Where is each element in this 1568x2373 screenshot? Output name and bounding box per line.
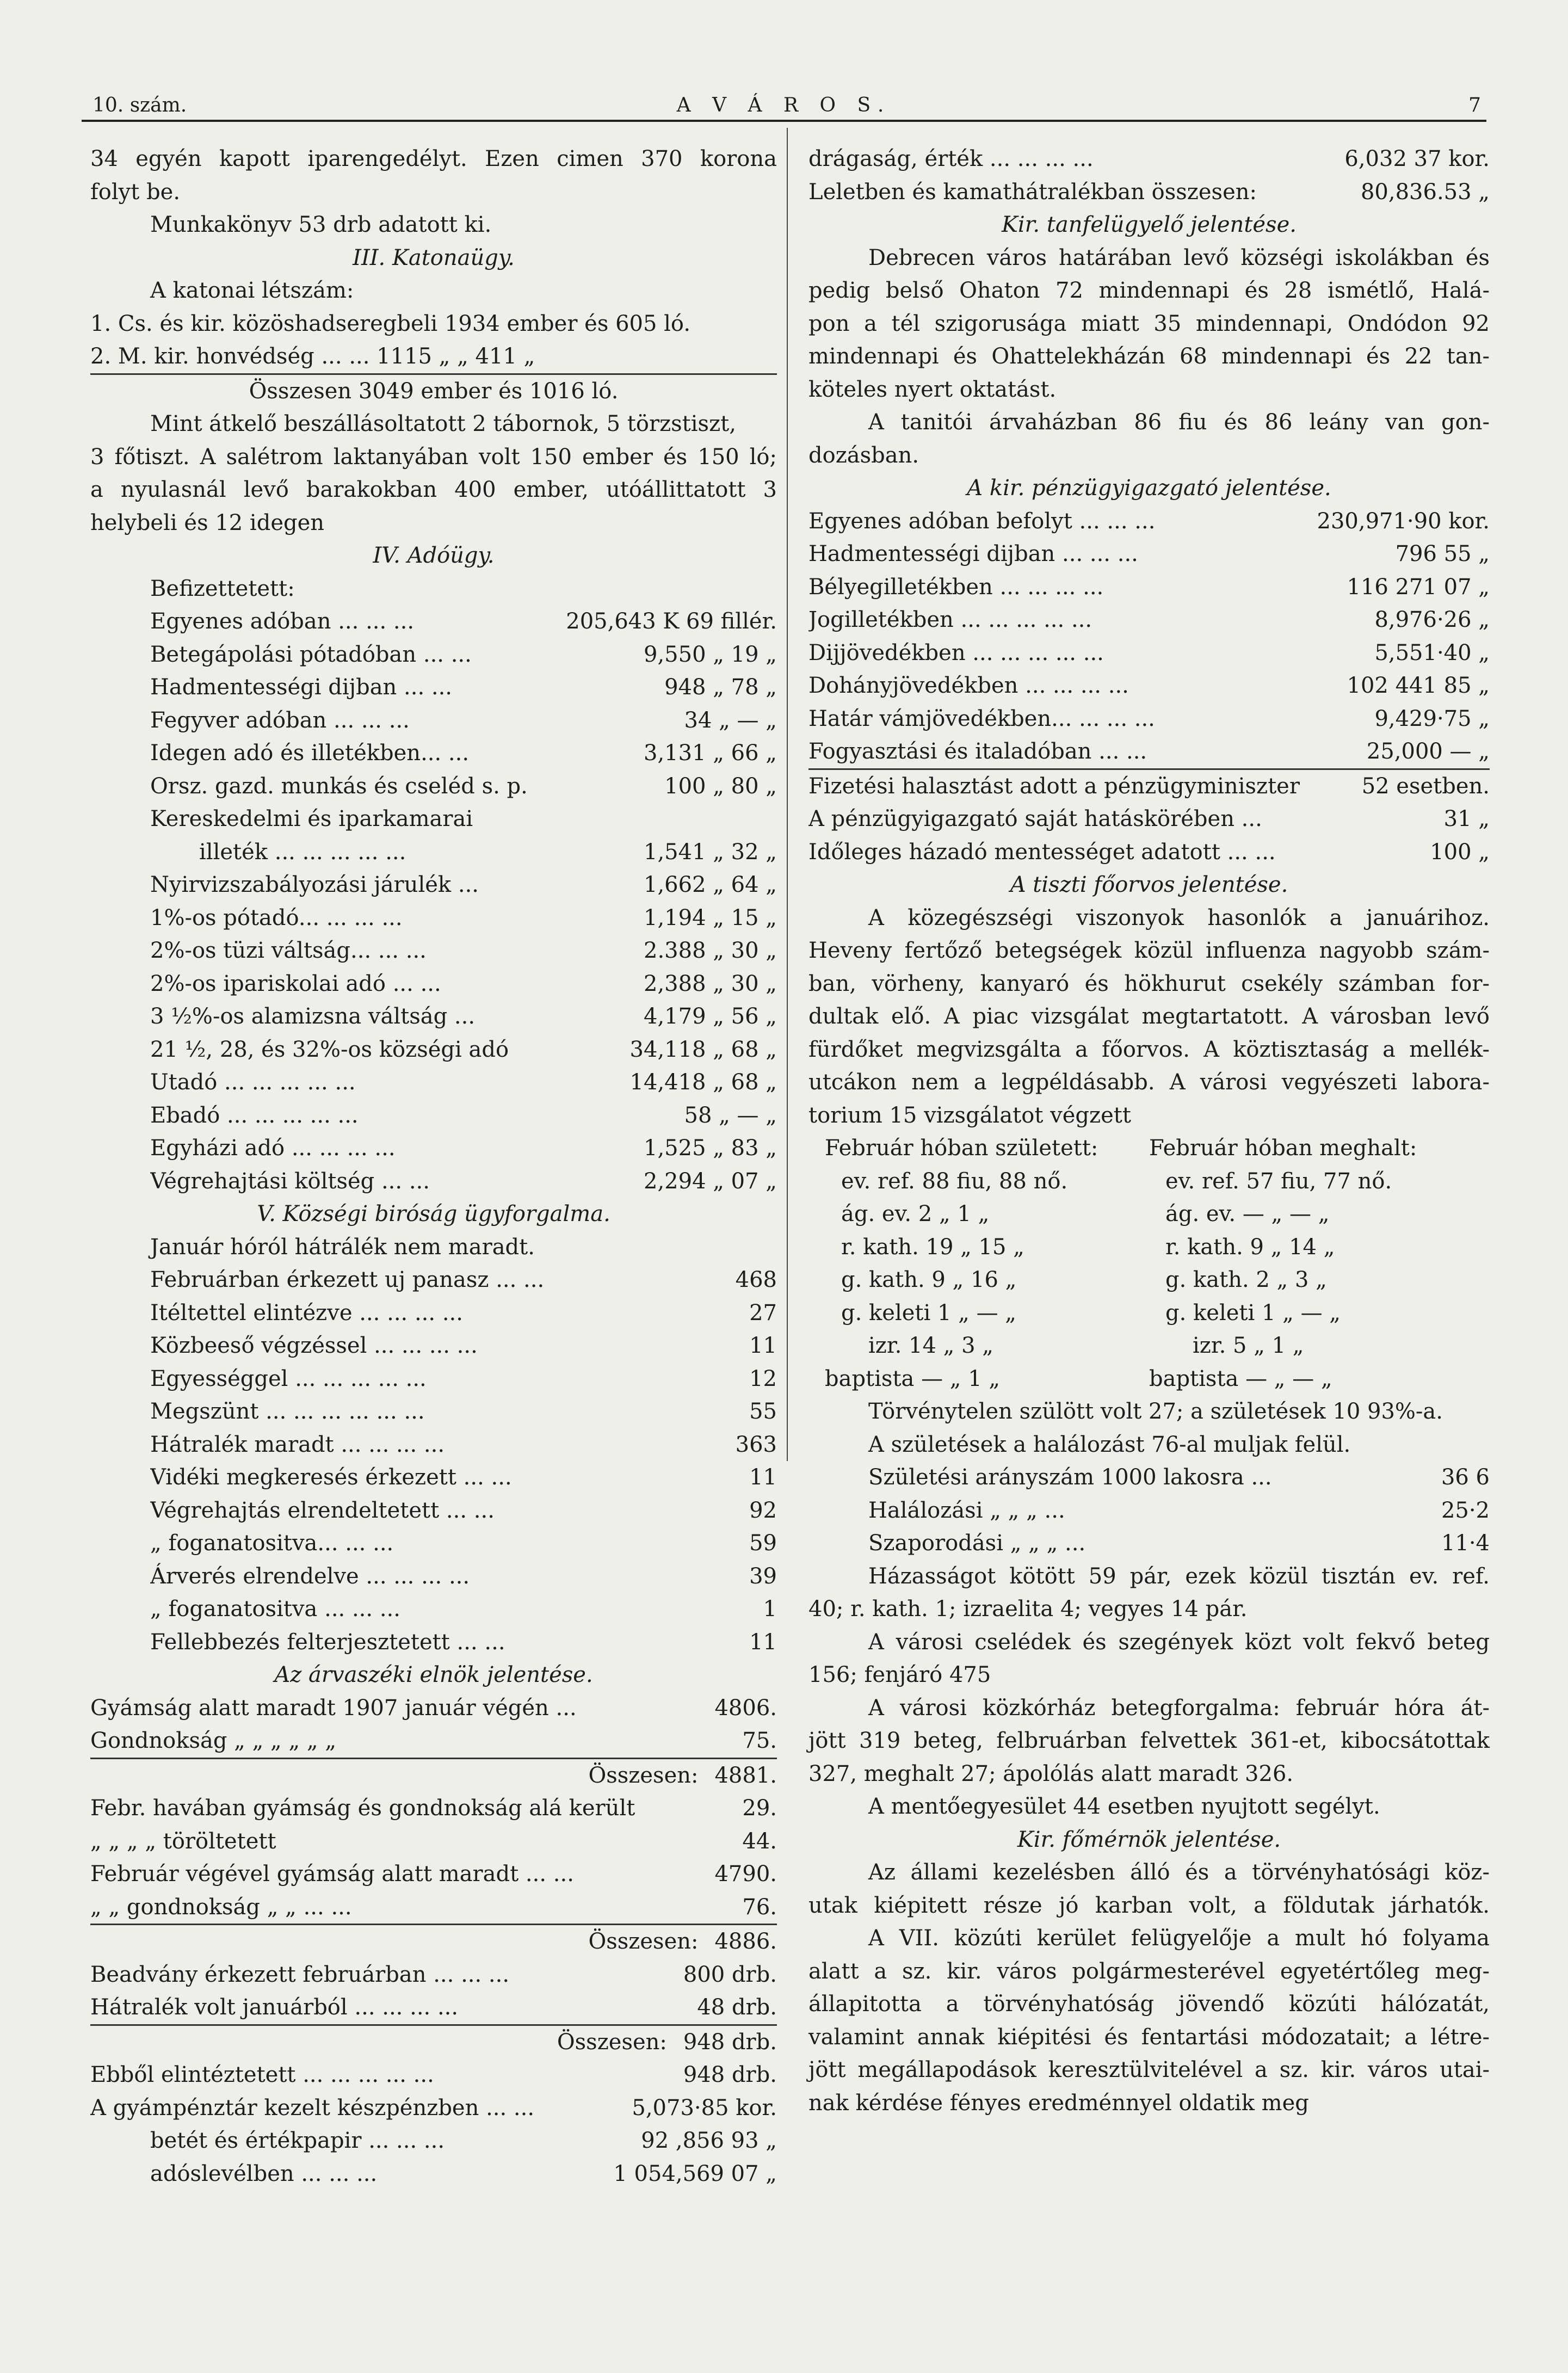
- finance-value: 796 55 „: [1395, 541, 1490, 566]
- court-value: 363: [735, 1432, 777, 1457]
- orphan-value: 29.: [742, 1796, 777, 1821]
- orphan-label: Gondnokság „ „ „ „ „ „: [90, 1728, 337, 1753]
- orphan-label: Összesen:: [557, 2029, 667, 2055]
- tax-value: 34,118 „ 68 „: [629, 1037, 777, 1062]
- tax-value: 2,294 „ 07 „: [644, 1168, 777, 1194]
- finance-label: Hadmentességi dijban ... ... ...: [808, 541, 1138, 566]
- orphan-label: Ebből elintéztetett ... ... ... ... ...: [90, 2062, 434, 2087]
- court-row: [90, 1527, 777, 1560]
- text-line: 40; r. kath. 1; izraelita 4; vegyes 14 pár.: [808, 1597, 1248, 1622]
- births-row: g. keleti 1 „ — „: [841, 1300, 1017, 1326]
- text-line: Január hóról hátrálék nem maradt.: [150, 1234, 535, 1260]
- court-label: Hátralék maradt ... ... ... ...: [150, 1432, 445, 1457]
- text-line: 34 egyén kapott iparengedélyt. Ezen cimen 370 korona: [90, 146, 777, 171]
- finance-value: 5,551·40 „: [1374, 640, 1490, 665]
- text-line: Törvénytelen szülött volt 27; a születések 10 93%-a.: [868, 1399, 1443, 1424]
- tax-label: Egyenes adóban ... ... ...: [150, 609, 415, 634]
- tax-row: [90, 1066, 777, 1099]
- section-title: IV. Adóügy.: [373, 543, 495, 568]
- finance-row: [808, 603, 1490, 637]
- rate-label: Halálozási „ „ „ ...: [868, 1497, 1065, 1523]
- court-label: Megszünt ... ... ... ... ... ...: [150, 1399, 425, 1424]
- orphan-label: Gyámság alatt maradt 1907 január végén ...: [90, 1695, 577, 1721]
- orphan-row: [90, 1891, 777, 1926]
- tax-row: [90, 902, 777, 935]
- court-value: 59: [749, 1531, 777, 1556]
- text-line: állapitotta a törvényhatóság jövendő közúti hálózatát,: [808, 1992, 1490, 2017]
- tax-row: [90, 671, 777, 704]
- court-value: 11: [749, 1465, 777, 1490]
- orphan-label: Febr. havában gyámság és gondnokság alá került: [90, 1796, 635, 1821]
- text-line: nak kérdése fényes eredménnyel oldatik meg: [808, 2090, 1309, 2116]
- court-label: „ foganatositva... ... ...: [150, 1531, 394, 1556]
- court-label: Vidéki megkeresés érkezett ... ...: [150, 1465, 512, 1490]
- orphan-value: 92 ,856 93 „: [641, 2128, 777, 2153]
- finance-row: [808, 803, 1490, 836]
- court-row: [90, 1494, 777, 1527]
- tax-row: [90, 638, 777, 671]
- text-line: 1. Cs. és kir. közöshadseregbeli 1934 ember és 605 ló.: [90, 311, 691, 336]
- court-label: Közbeeső végzéssel ... ... ... ...: [150, 1333, 478, 1358]
- court-value: 39: [749, 1563, 777, 1589]
- tax-row: [90, 770, 777, 803]
- finance-label: Egyenes adóban befolyt ... ... ...: [808, 508, 1156, 534]
- finance-value: 116 271 07 „: [1347, 574, 1490, 600]
- births-row: ev. ref. 88 fiu, 88 nő.: [841, 1168, 1068, 1194]
- left-column: [90, 143, 777, 2190]
- tax-row: [90, 1033, 777, 1067]
- births-row: izr. 14 „ 3 „: [868, 1333, 993, 1358]
- orphan-row: [90, 2026, 777, 2059]
- finance-label: Fogyasztási és italadóban ... ...: [808, 739, 1147, 764]
- orphan-row: [90, 1724, 777, 1759]
- court-value: 27: [749, 1300, 777, 1326]
- court-label: Februárban érkezett uj panasz ... ...: [150, 1267, 545, 1292]
- text-line: fürdőket megvizsgálta a főorvos. A köztisztaság a mellék-: [808, 1037, 1490, 1062]
- tax-label: illeték ... ... ... ... ...: [199, 839, 406, 865]
- text-line: Heveny fertőző betegségek közül influenza nagyobb szám-: [808, 938, 1490, 963]
- orphan-row: [90, 1692, 777, 1725]
- section-title: Kir. főmérnök jelentése.: [1017, 1827, 1281, 1852]
- finance-value: 31 „: [1443, 806, 1490, 831]
- finance-value: 8,976·26 „: [1374, 607, 1490, 632]
- tax-value: 2.388 „ 30 „: [644, 938, 777, 963]
- tax-row: [90, 1000, 777, 1033]
- orphan-value: 48 drb.: [697, 1995, 777, 2020]
- section-title: V. Községi biróság ügyforgalma.: [257, 1201, 610, 1226]
- tax-label: 1%-os pótadó... ... ... ...: [150, 905, 403, 930]
- deaths-row: ev. ref. 57 fiu, 77 nő.: [1165, 1168, 1392, 1194]
- finance-value: 230,971·90 kor.: [1317, 508, 1490, 534]
- tax-value: 205,643 K 69 fillér.: [566, 609, 777, 634]
- finance-row: [808, 735, 1490, 770]
- tax-value: 100 „ 80 „: [664, 773, 777, 799]
- deaths-column: [1149, 1132, 1490, 1395]
- text-line: 327, meghalt 27; ápolólás alatt maradt 326.: [808, 1761, 1294, 1786]
- court-label: Egyességgel ... ... ... ... ...: [150, 1366, 427, 1391]
- finance-label: Dohányjövedékben ... ... ... ...: [808, 673, 1129, 698]
- tax-label: 2%-os tüzi váltság... ... ...: [150, 938, 427, 963]
- orphan-label: Február végével gyámság alatt maradt ... ...: [90, 1862, 574, 1887]
- rate-label: Születési arányszám 1000 lakosra ...: [868, 1465, 1272, 1490]
- text-line: Az állami kezelésben álló és a törvényhatósági köz-: [868, 1860, 1490, 1885]
- orphan-row: [90, 1958, 777, 1992]
- orphan-label: Összesen:: [588, 1929, 699, 1954]
- total-line: Összesen 3049 ember és 1016 ló.: [249, 378, 619, 404]
- finance-row: [808, 571, 1490, 604]
- deaths-row: baptista — „ — „: [1149, 1366, 1332, 1391]
- court-row: [90, 1593, 777, 1626]
- orphan-row: [90, 2058, 777, 2092]
- text-line: 156; fenjáró 475: [808, 1662, 991, 1687]
- text-line: alatt a sz. kir. város polgármesterével egyetértőleg meg-: [808, 1958, 1490, 1984]
- text-line: jött megállapodások keresztülvitelével a sz. kir. város utai-: [808, 2057, 1490, 2082]
- court-row: [90, 1363, 777, 1396]
- rate-row: [808, 1527, 1490, 1560]
- tax-value: 4,179 „ 56 „: [644, 1004, 777, 1029]
- tax-label: Ebadó ... ... ... ... ...: [150, 1102, 359, 1128]
- deaths-row: ág. ev. — „ — „: [1165, 1201, 1330, 1226]
- orphan-value: 44.: [742, 1828, 777, 1854]
- vital-stats-table: [808, 1132, 1490, 1395]
- finance-row: [808, 505, 1490, 538]
- text-line: Debrecen város határában levő községi iskolákban és: [868, 245, 1490, 270]
- text-line: A születések a halálozást 76-al muljak felül.: [868, 1432, 1351, 1457]
- text-line: Munkakönyv 53 drb adatott ki.: [150, 212, 492, 237]
- row-value: 6,032 37 kor.: [1344, 146, 1490, 171]
- orphan-row: [90, 1825, 777, 1858]
- orphan-row: [90, 2124, 777, 2158]
- tax-label: Egyházi adó ... ... ... ...: [150, 1136, 396, 1161]
- orphan-row: [90, 1991, 777, 2026]
- orphan-value: 4886.: [714, 1929, 777, 1954]
- row-value: 80,836.53 „: [1360, 179, 1490, 205]
- court-row: [90, 1329, 777, 1363]
- orphan-value: 948 drb.: [683, 2029, 777, 2055]
- column-divider: [787, 128, 788, 1461]
- tax-value: 1,662 „ 64 „: [644, 872, 777, 897]
- text-line: pedig belső Ohaton 72 mindennapi és 28 ismétlő, Halá-: [808, 278, 1490, 303]
- text-line: mindennapi és Ohattelekházán 68 mindennapi és 22 tan-: [808, 344, 1490, 369]
- orphan-label: Összesen:: [588, 1762, 699, 1788]
- deaths-row: g. keleti 1 „ — „: [1165, 1300, 1341, 1326]
- text-line: A városi cselédek és szegények közt volt fekvő beteg: [868, 1629, 1490, 1655]
- tax-label: 2%-os ipariskolai adó ... ...: [150, 971, 441, 996]
- births-row: r. kath. 19 „ 15 „: [841, 1234, 1024, 1260]
- orphan-row: [90, 1759, 777, 1792]
- tax-label: Orsz. gazd. munkás és cseléd s. p.: [150, 773, 528, 799]
- section-title: Az árvaszéki elnök jelentése.: [274, 1662, 593, 1687]
- text-line: A tanitói árvaházban 86 fiu és 86 leány van gon-: [868, 410, 1490, 435]
- orphan-value: 75.: [742, 1728, 777, 1753]
- tax-row: [90, 605, 777, 638]
- orphan-label: Hátralék volt januárból ... ... ... ...: [90, 1995, 459, 2020]
- tax-value: 948 „ 78 „: [664, 675, 777, 700]
- orphan-value: 948 drb.: [683, 2062, 777, 2087]
- tax-value: 9,550 „ 19 „: [644, 642, 777, 667]
- court-value: 12: [749, 1366, 777, 1391]
- tax-value: 34 „ — „: [684, 707, 777, 733]
- orphan-value: 1 054,569 07 „: [613, 2161, 777, 2186]
- tax-label: Nyirvizszabályozási járulék ...: [150, 872, 479, 897]
- rate-value: 11·4: [1441, 1531, 1490, 1556]
- orphan-row: [90, 2092, 777, 2125]
- tax-row: [90, 1099, 777, 1132]
- tax-label: 21 ½, 28, és 32%-os községi adó: [150, 1037, 509, 1062]
- births-row: ág. ev. 2 „ 1 „: [841, 1201, 990, 1226]
- row-label: Leletben és kamathátralékban összesen:: [808, 179, 1257, 205]
- text-line: A mentőegyesület 44 esetben nyujtott segélyt.: [868, 1794, 1380, 1819]
- orphan-label: A gyámpénztár kezelt készpénzben ... ...: [90, 2095, 535, 2121]
- court-row: [90, 1263, 777, 1297]
- tax-row: [90, 967, 777, 1001]
- tax-row: [90, 737, 777, 770]
- finance-row: [808, 637, 1490, 670]
- tax-row: [90, 704, 777, 737]
- row-label: drágaság, érték ... ... ... ...: [808, 146, 1094, 171]
- tax-label: Hadmentességi dijban ... ...: [150, 675, 453, 700]
- deaths-row: izr. 5 „ 1 „: [1193, 1333, 1304, 1358]
- court-label: „ foganatositva ... ... ...: [150, 1597, 400, 1622]
- finance-row: [808, 669, 1490, 702]
- finance-row: [808, 538, 1490, 571]
- text-line: A VII. közúti kerület felügyelője a mult hó folyama: [868, 1926, 1490, 1951]
- tax-value: 3,131 „ 66 „: [644, 741, 777, 766]
- court-label: Végrehajtás elrendeltetett ... ...: [150, 1497, 495, 1523]
- text-line: ban, vörheny, kanyaró és hökhurut csekély számban for-: [808, 971, 1490, 996]
- court-label: Árverés elrendelve ... ... ... ...: [150, 1563, 470, 1589]
- tax-row: [90, 868, 777, 902]
- page-header: [82, 82, 1486, 122]
- tax-value: 1,194 „ 15 „: [644, 905, 777, 930]
- tax-label: Kereskedelmi és iparkamarai: [150, 806, 473, 831]
- court-value: 1: [763, 1597, 777, 1622]
- text-line: torium 15 vizsgálatot végzett: [808, 1102, 1131, 1128]
- deaths-header: Február hóban meghalt:: [1149, 1136, 1417, 1161]
- text-line: Házasságot kötött 59 pár, ezek közül tisztán ev. ref.: [868, 1563, 1490, 1589]
- court-row: [90, 1560, 777, 1593]
- orphan-value: 5,073·85 kor.: [632, 2095, 777, 2121]
- births-row: g. kath. 9 „ 16 „: [841, 1267, 1017, 1292]
- right-column: [808, 143, 1490, 2119]
- text-line: utak kiépitett része jó karban volt, a földutak járhatók.: [808, 1893, 1490, 1918]
- court-label: Itéltettel elintézve ... ... ... ...: [150, 1300, 463, 1326]
- court-row: [90, 1626, 777, 1659]
- tax-label: Fegyver adóban ... ... ...: [150, 707, 410, 733]
- text-line: dultak elő. A piac vizsgálat megtartatott. A városban levő: [808, 1004, 1490, 1029]
- issue-number: 10. szám.: [92, 94, 187, 116]
- rate-value: 36 6: [1441, 1465, 1490, 1490]
- section-title: A tiszti főorvos jelentése.: [1010, 872, 1288, 897]
- finance-value: 9,429·75 „: [1374, 706, 1490, 731]
- finance-value: 25,000 — „: [1366, 739, 1490, 764]
- finance-label: Bélyegilletékben ... ... ... ...: [808, 574, 1104, 600]
- court-row: [90, 1461, 777, 1494]
- rate-row: [808, 1461, 1490, 1494]
- text-line: jött 319 beteg, felbruárban felvettek 361-et, kibocsátottak: [808, 1728, 1490, 1753]
- rate-value: 25·2: [1441, 1497, 1490, 1523]
- births-column: [808, 1132, 1149, 1395]
- orphan-label: „ „ gondnokság „ „ ... ...: [90, 1894, 352, 1920]
- finance-row: [808, 770, 1490, 803]
- tax-value: 1,525 „ 83 „: [644, 1136, 777, 1161]
- finance-value: 52 esetben.: [1361, 773, 1490, 799]
- text-line: utcákon nem a legpéldásabb. A városi vegyészeti labora-: [808, 1070, 1490, 1095]
- orphan-label: Beadvány érkezett februárban ... ... ...: [90, 1962, 510, 1987]
- orphan-value: 4881.: [714, 1762, 777, 1788]
- tax-row: [90, 803, 777, 836]
- births-row: baptista — „ 1 „: [825, 1366, 1001, 1391]
- page-number: 7: [1468, 94, 1481, 116]
- finance-label: Fizetési halasztást adott a pénzügyminiszter: [808, 773, 1300, 799]
- court-row: [90, 1395, 777, 1428]
- orphan-row: [90, 1792, 777, 1825]
- court-value: 11: [749, 1629, 777, 1655]
- text-line: A városi közkórház betegforgalma: február hóra át-: [868, 1695, 1490, 1721]
- court-row: [90, 1428, 777, 1462]
- text-line: pon a tél szigorusága miatt 35 mindennapi, Ondódon 92: [808, 311, 1490, 336]
- orphan-value: 4806.: [714, 1695, 777, 1721]
- births-header: Február hóban született:: [825, 1136, 1098, 1161]
- tax-label: Utadó ... ... ... ... ...: [150, 1070, 356, 1095]
- orphan-label: betét és értékpapir ... ... ...: [150, 2128, 445, 2153]
- rate-label: Szaporodási „ „ „ ...: [868, 1531, 1086, 1556]
- text-line: helybeli és 12 idegen: [90, 510, 325, 535]
- tax-label: 3 ½%-os alamizsna váltság ...: [150, 1004, 476, 1029]
- orphan-row: [90, 1925, 777, 1958]
- finance-label: A pénzügyigazgató saját hatáskörében ...: [808, 806, 1262, 831]
- orphan-label: adóslevélben ... ... ...: [150, 2161, 378, 2186]
- text-line: Befizettetett:: [150, 576, 295, 601]
- court-row: [90, 1297, 777, 1330]
- orphan-row: [90, 2158, 777, 2191]
- finance-value: 100 „: [1430, 839, 1490, 865]
- court-label: Fellebbezés felterjesztetett ... ...: [150, 1629, 505, 1655]
- tax-row: [90, 1165, 777, 1198]
- tax-row: [90, 1132, 777, 1165]
- orphan-label: „ „ „ „ töröltetett: [90, 1828, 276, 1854]
- section-title: III. Katonaügy.: [353, 245, 515, 270]
- text-line: valamint annak kiépitési és fentartási módozatait; a létre-: [808, 2024, 1490, 2050]
- tax-value: 14,418 „ 68 „: [629, 1070, 777, 1095]
- tax-value: 1,541 „ 32 „: [644, 839, 777, 865]
- court-value: 92: [749, 1497, 777, 1523]
- finance-row: [808, 702, 1490, 736]
- finance-row: [808, 836, 1490, 869]
- finance-label: Jogilletékben ... ... ... ... ...: [808, 607, 1092, 632]
- court-value: 11: [749, 1333, 777, 1358]
- court-value: 468: [735, 1267, 777, 1292]
- text-line: a nyulasnál levő barakokban 400 ember, utóállittatott 3: [90, 477, 777, 502]
- orphan-value: 76.: [742, 1894, 777, 1920]
- text-line: A közegészségi viszonyok hasonlók a januárihoz.: [868, 905, 1490, 930]
- deaths-row: r. kath. 9 „ 14 „: [1165, 1234, 1335, 1260]
- finance-value: 102 441 85 „: [1347, 673, 1490, 698]
- tax-row: [90, 934, 777, 967]
- text-row: [808, 176, 1490, 209]
- text-line: köteles nyert oktatást.: [808, 377, 1057, 402]
- section-title: Kir. tanfelügyelő jelentése.: [1002, 212, 1297, 237]
- finance-label: Időleges házadó mentességet adatott ... ...: [808, 839, 1276, 865]
- orphan-row: [90, 1858, 777, 1891]
- finance-label: Határ vámjövedékben... ... ... ...: [808, 706, 1155, 731]
- publication-title: A V Á R O S.: [676, 94, 892, 116]
- court-value: 55: [749, 1399, 777, 1424]
- text-line: 2. M. kir. honvédség ... ... 1115 „ „ 411 „: [90, 340, 777, 375]
- tax-label: Végrehajtási költség ... ...: [150, 1168, 430, 1194]
- text-line: Mint átkelő beszállásoltatott 2 tábornok, 5 törzstiszt,: [150, 411, 736, 436]
- finance-label: Dijjövedékben ... ... ... ... ...: [808, 640, 1104, 665]
- deaths-row: g. kath. 2 „ 3 „: [1165, 1267, 1327, 1292]
- tax-label: Idegen adó és illetékben... ...: [150, 741, 470, 766]
- text-line: folyt be.: [90, 179, 181, 205]
- tax-value: 2,388 „ 30 „: [644, 971, 777, 996]
- orphan-value: 800 drb.: [683, 1962, 777, 1987]
- text-line: 3 főtiszt. A salétrom laktanyában volt 150 ember és 150 ló;: [90, 444, 777, 470]
- section-title: A kir. pénzügyigazgató jelentése.: [967, 476, 1331, 501]
- tax-row: [90, 836, 777, 869]
- text-row: [808, 143, 1490, 176]
- tax-value: 58 „ — „: [684, 1102, 777, 1128]
- tax-label: Betegápolási pótadóban ... ...: [150, 642, 472, 667]
- text-line: A katonai létszám:: [150, 278, 354, 303]
- rate-row: [808, 1494, 1490, 1527]
- text-line: dozásban.: [808, 442, 919, 468]
- orphan-value: 4790.: [714, 1862, 777, 1887]
